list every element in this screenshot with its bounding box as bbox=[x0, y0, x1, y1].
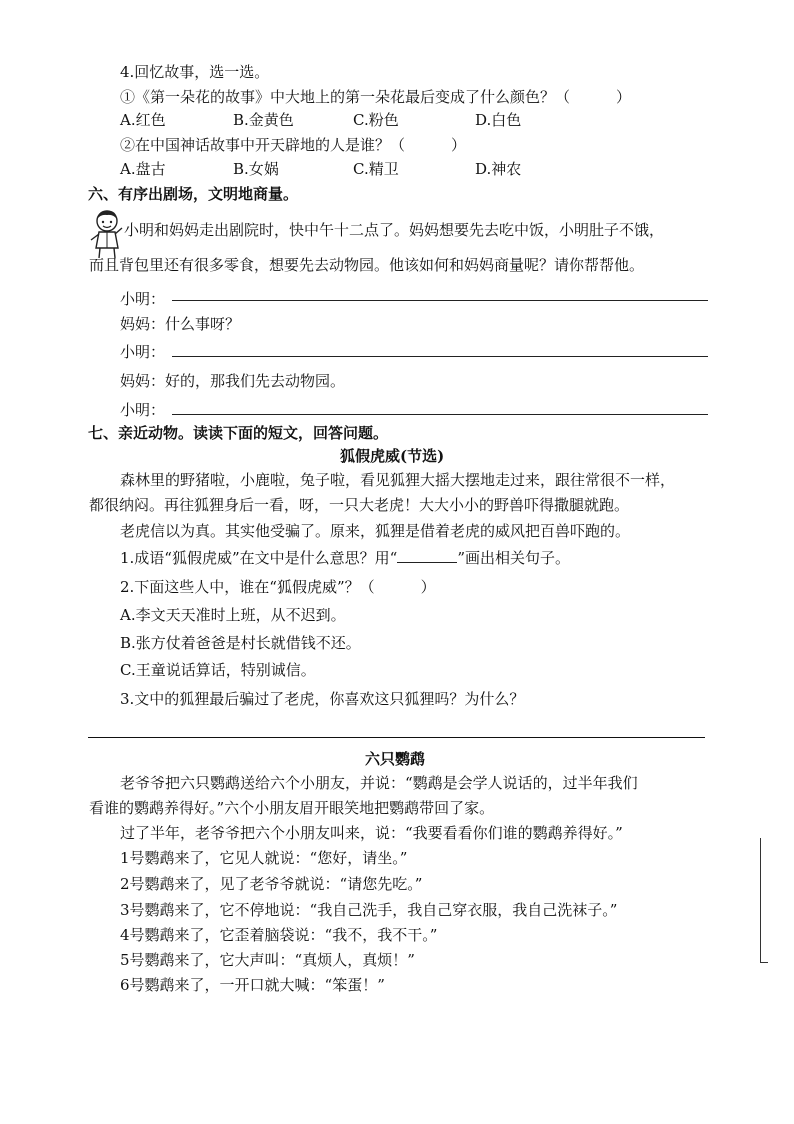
answer-line[interactable] bbox=[172, 300, 708, 301]
story-line: 4号鹦鹉来了，它歪着脑袋说：“我不，我不干。” bbox=[120, 926, 438, 944]
page-edge-mark-foot bbox=[760, 962, 768, 963]
passage-line: 都很纳闷。再往狐狸身后一看，呀，一只大老虎！大大小小的野兽吓得撒腿就跑。 bbox=[89, 496, 630, 514]
dialogue-row bbox=[120, 314, 240, 334]
story-line: 看谁的鹦鹉养得好。”六个小朋友眉开眼笑地把鹦鹉带回了家。 bbox=[89, 799, 495, 817]
q4-sub2-close: ） bbox=[451, 136, 467, 154]
q4-sub1-option: C.粉色 bbox=[353, 111, 399, 129]
story-line: 老爷爷把六只鹦鹉送给六个小朋友，并说：“鹦鹉是会学人说话的，过半年我们 bbox=[120, 774, 638, 792]
q4-sub1 bbox=[120, 87, 631, 107]
passage-line: 老虎信以为真。其实他受骗了。原来，狐狸是借着老虎的威风把百兽吓跑的。 bbox=[120, 522, 631, 540]
underline-mark-sample bbox=[397, 548, 457, 563]
question-2-text: 2.下面这些人中，谁在“狐假虎威”？（ bbox=[120, 578, 375, 596]
q4-sub2-text: ②在中国神话故事中开天辟地的人是谁？（ bbox=[120, 136, 406, 154]
section6-para1: 小明和妈妈走出剧院时，快中午十二点了。妈妈想要先去吃中饭，小明肚子不饿， bbox=[124, 221, 665, 239]
dialogue-speaker: 小明： bbox=[120, 343, 166, 361]
question-1 bbox=[120, 548, 570, 568]
q4-sub1-text: ①《第一朵花的故事》中大地上的第一朵花最后变成了什么颜色？（ bbox=[120, 88, 571, 106]
story-line: 5号鹦鹉来了，它大声叫：“真烦人，真烦！” bbox=[120, 951, 415, 969]
page-edge-mark bbox=[760, 838, 761, 962]
q4-sub2-option: B.女娲 bbox=[233, 160, 279, 178]
passage-title: 狐假虎威(节选) bbox=[340, 447, 445, 465]
answer-separator[interactable] bbox=[88, 737, 705, 738]
q4-sub1-option: D.白色 bbox=[475, 111, 522, 129]
q4-sub2 bbox=[120, 135, 466, 155]
story-line: 1号鹦鹉来了，它见人就说：“您好，请坐。” bbox=[120, 849, 408, 867]
dialogue-row bbox=[120, 371, 345, 391]
dialogue-speaker: 小明： bbox=[120, 401, 166, 419]
q4-heading: 4.回忆故事，选一选。 bbox=[120, 63, 270, 81]
dialogue-speaker: 妈妈： bbox=[120, 372, 166, 390]
story-title: 六只鹦鹉 bbox=[365, 750, 426, 768]
question-2 bbox=[120, 577, 436, 597]
question-3: 3.文中的狐狸最后骗过了老虎，你喜欢这只狐狸吗？为什么？ bbox=[120, 690, 525, 708]
story-line: 3号鹦鹉来了，它不停地说：“我自己洗手，我自己穿衣服，我自己洗袜子。” bbox=[120, 901, 618, 919]
question-2-close: ） bbox=[420, 578, 436, 596]
passage-line: 森林里的野猪啦，小鹿啦，兔子啦，看见狐狸大摇大摆地走过来，跟往常很不一样， bbox=[120, 471, 676, 489]
answer-line[interactable] bbox=[172, 356, 708, 357]
section6-heading: 六、有序出剧场，文明地商量。 bbox=[88, 185, 299, 203]
dialogue-line: 什么事呀？ bbox=[165, 315, 241, 333]
q4-sub1-close: ） bbox=[616, 88, 632, 106]
dialogue-speaker: 小明： bbox=[120, 290, 166, 308]
story-line: 2号鹦鹉来了，见了老爷爷就说：“请您先吃。” bbox=[120, 875, 423, 893]
story-line: 6号鹦鹉来了，一开口就大喊：“笨蛋！” bbox=[120, 976, 385, 994]
q4-sub1-option: A.红色 bbox=[120, 111, 166, 129]
dialogue-speaker: 妈妈： bbox=[120, 315, 166, 333]
question-2-option: C.王童说话算话，特别诚信。 bbox=[120, 661, 316, 679]
q4-sub2-option: D.神农 bbox=[475, 160, 522, 178]
story-line: 过了半年，老爷爷把六个小朋友叫来，说：“我要看看你们谁的鹦鹉养得好。” bbox=[120, 824, 623, 842]
q4-sub2-option: C.精卫 bbox=[353, 160, 399, 178]
question-2-option: B.张方仗着爸爸是村长就借钱不还。 bbox=[120, 634, 361, 652]
question-1-text: 1.成语“狐假虎威”在文中是什么意思？用“ bbox=[120, 549, 398, 567]
q4-sub1-option: B.金黄色 bbox=[233, 111, 294, 129]
question-2-option: A.李文天天准时上班，从不迟到。 bbox=[120, 606, 346, 624]
dialogue-line: 好的，那我们先去动物园。 bbox=[165, 372, 346, 390]
boy-cartoon-icon bbox=[89, 208, 125, 260]
question-1-text-end: ”画出相关句子。 bbox=[457, 549, 570, 567]
answer-line[interactable] bbox=[172, 414, 708, 415]
section6-para2: 而且背包里还有很多零食，想要先去动物园。他该如何和妈妈商量呢？请你帮帮他。 bbox=[89, 256, 645, 274]
section7-heading: 七、亲近动物。读读下面的短文，回答问题。 bbox=[88, 424, 389, 442]
q4-sub2-option: A.盘古 bbox=[120, 160, 166, 178]
